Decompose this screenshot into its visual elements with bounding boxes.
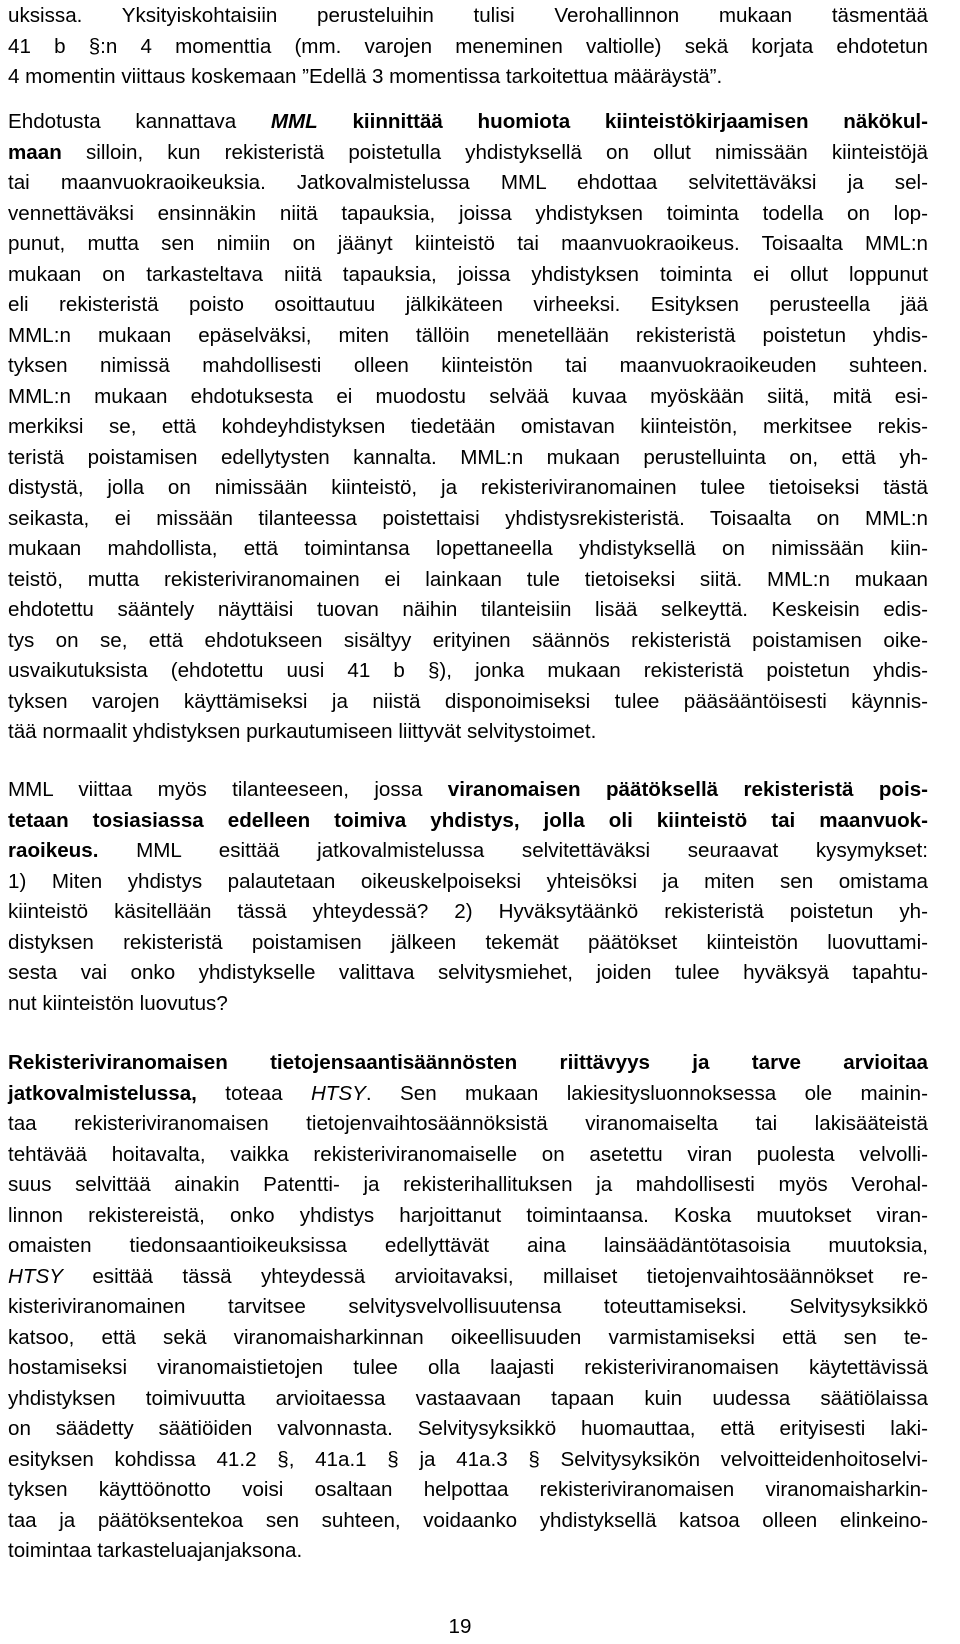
text-line [8, 443, 928, 474]
text-run: silloin, kun rekisteristä poistetulla yhdistyksellä on ollut nimissään kiinteistöjä [61, 140, 928, 164]
text-line [8, 473, 928, 504]
emphasis-text: raoikeus. [8, 839, 99, 862]
text-run: tää normaalit yhdistyksen purkautumiseen liittyvät selvitystoimet. [8, 720, 597, 743]
text-line [8, 168, 928, 199]
text-line [8, 806, 928, 837]
text-run: tys on se, että ehdotukseen sisältyy erityinen säännös rekisteristä poistamisen oike- [8, 628, 928, 652]
emphasis-text: kiinnittää huomiota kiinteistökirjaamisen näkökul- [317, 110, 928, 133]
text-line [8, 62, 928, 93]
text-line [8, 989, 928, 1020]
emphasis-text: maan [8, 140, 62, 164]
text-run: hostamiseksi viranomaistietojen tulee olla laajasti rekisteriviranomaisen käytettävissä [8, 1356, 928, 1379]
text-run: vennettäväksi ensinnäkin niitä tapauksia, joissa yhdistyksen toiminta todella on lop- [8, 201, 928, 225]
text-run: esittää tässä yhteydessä arvioitavaksi, millaiset tietojenvaihtosäännökset re- [62, 1264, 928, 1288]
text-run: eli rekisteristä poisto osoittautuu jälkikäteen virheeksi. Esityksen perusteella jää [8, 293, 928, 316]
text-line [8, 138, 928, 169]
text-line [8, 1170, 928, 1201]
text-run: uksissa. Yksityiskohtaisiin perusteluihin tulisi Verohallinnon mukaan täsmentää [8, 4, 928, 27]
text-run: mukaan on tarkasteltava niitä tapauksia, joissa yhdistyksen toiminta ei ollut loppunut [8, 262, 928, 286]
text-run: on säädetty säätiöiden valvonnasta. Selvitysyksikkö huomauttaa, että erityisesti laki- [8, 1417, 928, 1440]
text-line [8, 107, 928, 138]
text-run: MML:n mukaan epäselväksi, miten tällöin menetellään rekisteristä poistetun yhdis- [8, 323, 928, 347]
text-line [8, 290, 928, 321]
text-run: toteaa [196, 1081, 311, 1105]
text-run: tai maanvuokraoikeuksia. Jatkovalmistelussa MML ehdottaa selvitettäväksi ja sel- [8, 171, 928, 194]
text-run: . Sen mukaan lakiesitysluonnoksessa ole mainin- [365, 1081, 928, 1105]
text-run: kiinteistö käsitellään tässä yhteydessä? 2) Hyväksytäänkö rekisteristä poistetun yh- [8, 900, 928, 923]
paragraph-htsy-tietojensaanti [8, 1048, 928, 1567]
emphasis-text: tetaan tosiasiassa edelleen toimiva yhdistys, jolla oli kiinteistö tai maanvuok- [8, 808, 928, 832]
text-line [8, 32, 928, 63]
text-line [8, 656, 928, 687]
emphasis-text: MML [270, 110, 318, 133]
text-line [8, 687, 928, 718]
paragraph-mml-kiinteistokirjaaminen [8, 107, 928, 748]
text-line [8, 836, 928, 867]
text-line [8, 1079, 928, 1110]
text-line [8, 1262, 928, 1293]
text-line [8, 534, 928, 565]
text-line [8, 867, 928, 898]
text-line [8, 1048, 928, 1079]
text-line [8, 958, 928, 989]
text-line [8, 717, 928, 748]
text-line [8, 775, 928, 806]
text-line [8, 1292, 928, 1323]
italic-text: HTSY [8, 1264, 63, 1288]
text-run: merkiksi se, että kohdeyhdistyksen tiedetään omistavan kiinteistön, merkitsee rekis- [8, 415, 928, 438]
emphasis-text: viranomaisen päätöksellä rekisteristä pois- [447, 778, 929, 801]
text-run: tyksen nimissä mahdollisesti olleen kiinteistön tai maanvuokraoikeuden suhteen. [8, 354, 928, 377]
text-run: Ehdotusta kannattava [8, 110, 271, 133]
text-line [8, 928, 928, 959]
text-run: taa rekisteriviranomaisen tietojenvaihtosäännöksistä viranomaiselta tai lakisääteistä [8, 1112, 928, 1135]
paragraph-mml-viranomaisen-paatos [8, 775, 928, 1019]
text-line [8, 1140, 928, 1171]
paragraph-verohallinto-continuation [8, 1, 928, 93]
text-line [8, 1506, 928, 1537]
text-run: esityksen kohdissa 41.2 §, 41a.1 § ja 41a.3 § Selvitysyksikön velvoitteidenhoitoselvi- [8, 1447, 928, 1471]
text-run: sesta vai onko yhdistykselle valittava selvitysmiehet, joiden tulee hyväksyä tapahtu- [8, 961, 928, 984]
text-line [8, 382, 928, 413]
text-run: MML viittaa myös tilanteeseen, jossa [8, 778, 448, 801]
text-run: 41 b §:n 4 momenttia (mm. varojen meneminen valtiolle) sekä korjata ehdotetun [8, 34, 928, 58]
text-line [8, 229, 928, 260]
text-line [8, 1475, 928, 1506]
text-run: linnon rekistereistä, onko yhdistys harjoittanut toimintaansa. Koska muutokset viran- [8, 1203, 928, 1227]
text-run: yhdistyksen toimivuutta arvioitaessa vastaavaan tapaan kuin uudessa säätiölaissa [8, 1386, 928, 1410]
text-line [8, 1201, 928, 1232]
text-run: kisteriviranomainen tarvitsee selvitysvelvollisuutensa toteuttamiseksi. Selvitysyksikkö [8, 1295, 928, 1318]
text-line [8, 1323, 928, 1354]
text-run: toimintaa tarkasteluajanjaksona. [8, 1539, 303, 1562]
text-line [8, 1353, 928, 1384]
text-line [8, 504, 928, 535]
text-run: distystä, jolla on nimissään kiinteistö, ja rekisteriviranomainen tulee tietoiseksi tästä [8, 476, 928, 499]
page-number: 19 [448, 1615, 472, 1638]
text-run: MML esittää jatkovalmistelussa selvitettäväksi seuraavat kysymykset: [98, 839, 928, 862]
text-run: tyksen käyttöönotto voisi osaltaan helpottaa rekisteriviranomaisen viranomaisharkin- [8, 1478, 928, 1501]
text-run: tehtävää hoitavalta, vaikka rekisteriviranomaiselle on asetettu viran puolesta velvolli- [8, 1142, 928, 1166]
italic-text: HTSY [310, 1081, 366, 1105]
text-line [8, 626, 928, 657]
text-line [8, 1414, 928, 1445]
text-run: seikasta, ei missään tilanteessa poistettaisi yhdistysrekisteristä. Toisaalta on MML:n [8, 506, 928, 530]
text-line [8, 565, 928, 596]
text-run: teristä poistamisen edellytysten kannalta. MML:n mukaan perustelluinta on, että yh- [8, 445, 928, 469]
text-line [8, 412, 928, 443]
text-run: MML:n mukaan ehdotuksesta ei muodostu selvää kuvaa myöskään siitä, mitä esi- [8, 384, 928, 408]
emphasis-text: jatkovalmistelussa, [8, 1081, 197, 1105]
text-line [8, 260, 928, 291]
text-run: distyksen rekisteristä poistamisen jälkeen tekemät päätökset kiinteistön luovuttami- [8, 930, 928, 954]
emphasis-text: Rekisteriviranomaisen tietojensaantisäännösten riittävyys ja tarve arvioitaa [8, 1051, 928, 1074]
text-run: mukaan mahdollista, että toimintansa lopettaneella yhdistyksellä on nimissään kiin- [8, 537, 928, 560]
text-line [8, 199, 928, 230]
text-line [8, 595, 928, 626]
text-run: teistö, mutta rekisteriviranomainen ei lainkaan tule tietoiseksi siitä. MML:n mukaan [8, 567, 928, 591]
text-line [8, 321, 928, 352]
text-run: taa ja päätöksentekoa sen suhteen, voidaanko yhdistyksellä katsoa olleen elinkeino- [8, 1508, 928, 1532]
text-line [8, 1231, 928, 1262]
text-line [8, 897, 928, 928]
text-run: suus selvittää ainakin Patentti- ja rekisterihallituksen ja mahdollisesti myös Verohal- [8, 1173, 928, 1196]
text-line [8, 1445, 928, 1476]
text-run: omaisten tiedonsaantioikeuksissa edellyttävät aina lainsäädäntötasoisia muutoksia, [8, 1234, 928, 1257]
text-run: ehdotettu sääntely näyttäisi tuovan näihin tilanteisiin lisää selkeyttä. Keskeisin edis- [8, 598, 928, 621]
text-run: tyksen varojen käyttämiseksi ja niistä disponoimiseksi tulee pääsääntöisesti käynnis- [8, 689, 928, 713]
text-line [8, 1536, 928, 1567]
text-run: punut, mutta sen nimiin on jäänyt kiinteistö tai maanvuokraoikeus. Toisaalta MML:n [8, 232, 928, 255]
text-run: 4 momentin viittaus koskemaan ”Edellä 3 momentissa tarkoitettua määräystä”. [8, 65, 723, 88]
text-line [8, 1109, 928, 1140]
text-line [8, 351, 928, 382]
text-line [8, 1, 928, 32]
text-run: katsoo, että sekä viranomaisharkinnan oikeellisuuden varmistamiseksi että sen te- [8, 1325, 928, 1349]
text-run: nut kiinteistön luovutus? [8, 991, 228, 1015]
text-line [8, 1384, 928, 1415]
text-run: usvaikutuksista (ehdotettu uusi 41 b §), jonka mukaan rekisteristä poistetun yhdis- [8, 659, 928, 682]
text-run: 1) Miten yhdistys palautetaan oikeuskelpoiseksi yhteisöksi ja miten sen omistama [8, 869, 928, 893]
